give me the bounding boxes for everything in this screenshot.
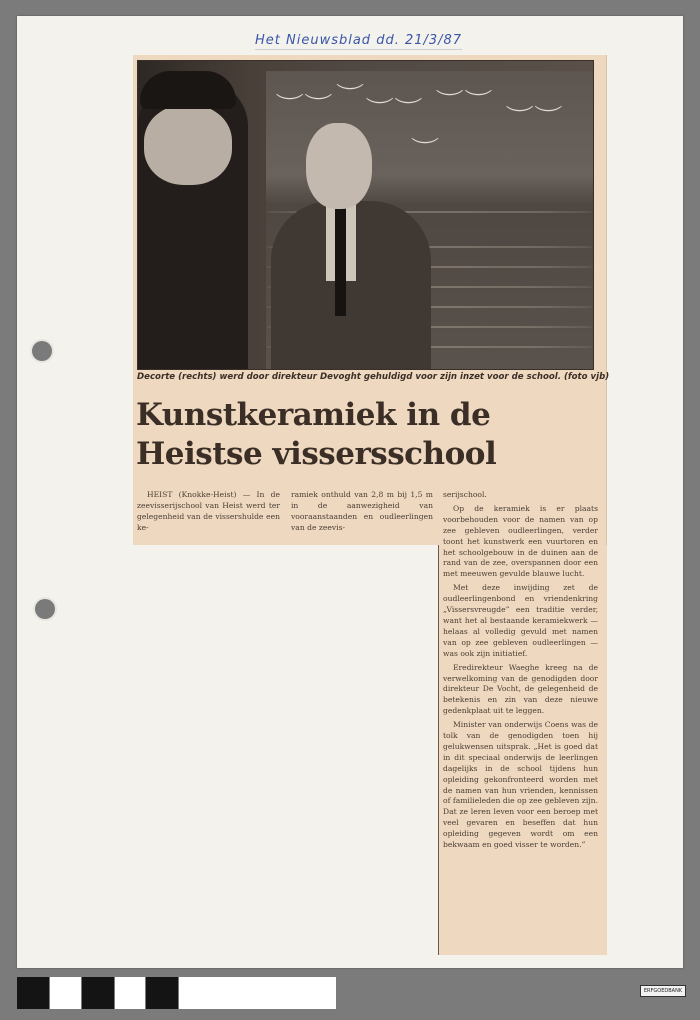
tie bbox=[335, 206, 346, 316]
calibration-block-black bbox=[146, 977, 178, 1009]
paragraph: Minister van onderwijs Coens was de tolk van de genodigden toen hij gelukwensen uitsprak. „Het is goed dat in dit speciaal onderwijs de leerlingen dagelijks in de school tijdens hun opleiding gekonfronteerd worden met de namen van hun vrienden, kennissen of familieleden die op zee gebleven zijn. Dat ze leren leven voor een beroep met veel gevaren en beseffen dat hun opleiding gegeven wordt om een bekwaam en goed visser te worden.” bbox=[443, 720, 598, 850]
seagull-icon: ︶ bbox=[335, 83, 365, 104]
face-left bbox=[144, 105, 232, 185]
article-column-3 bbox=[443, 490, 598, 854]
paragraph: Op de keramiek is er plaats voorbehouden voor de namen van op zee gebleven oudleerlingen, verder toont het kunstwerk een vuurtoren en het schoolgebouw in de duinen aan de rand van de zee, overspannen door een met meeuwen gevulde blauwe lucht. bbox=[443, 503, 598, 579]
archive-label: ERFGOEDBANK bbox=[640, 985, 686, 997]
paragraph: serijschool. bbox=[443, 490, 487, 499]
headline-line-1: Kunstkeramiek in de bbox=[136, 397, 491, 433]
calibration-block-white-wide bbox=[179, 977, 336, 1009]
article-headline bbox=[136, 396, 596, 474]
calibration-block-black bbox=[17, 977, 49, 1009]
handwritten-source-note: Het Nieuwsblad dd. 21/3/87 bbox=[255, 33, 463, 48]
seagull-icon: ︶︶ bbox=[435, 89, 493, 110]
face-right bbox=[306, 123, 372, 209]
seagull-icon: ︶︶ bbox=[365, 97, 423, 118]
paragraph: HEIST (Knokke-Heist) — In de zeevisserijschool van Heist werd ter gelegenheid van de vissershulde een ke- bbox=[137, 490, 280, 532]
photo-caption: Decorte (rechts) werd door direkteur Devoght gehuldigd voor zijn inzet voor de school. (foto vjb) bbox=[137, 372, 610, 382]
article-column-2 bbox=[291, 490, 433, 537]
article-column-1 bbox=[137, 490, 280, 537]
calibration-block-white bbox=[50, 977, 81, 1009]
paragraph: Met deze inwijding zet de oudleerlingenbond en vriendenkring „Vissersvreugde” een traditie verder, want het al bestaande keramiekwerk — helaas al volledig gevuld met namen van op zee gebleven oudleerlingen — was ook zijn initiatief. bbox=[443, 583, 598, 658]
punch-hole-icon bbox=[35, 599, 55, 619]
calibration-block-black bbox=[82, 977, 114, 1009]
seagull-icon: ︶︶ bbox=[505, 105, 563, 126]
seagull-icon: ︶ bbox=[410, 137, 440, 158]
seagull-icon: ︶︶ bbox=[275, 93, 333, 114]
paragraph: ramiek onthuld van 2,8 m bij 1,5 m in de aanwezigheid van vooraanstaanden en oudleerlingen van de zeevis- bbox=[291, 490, 433, 532]
captain-cap bbox=[140, 71, 236, 109]
headline-line-2: Heistse vissersschool bbox=[136, 436, 497, 472]
calibration-block-white bbox=[115, 977, 145, 1009]
punch-hole-icon bbox=[32, 341, 52, 361]
paragraph: Eredirekteur Waeghe kreeg na de verwelkoming van de genodigden door direkteur De Vocht, de gelegenheid de betekenis en zin van deze nieuwe gedenkplaat uit te leggen. bbox=[443, 662, 598, 716]
article-photo bbox=[137, 60, 594, 370]
